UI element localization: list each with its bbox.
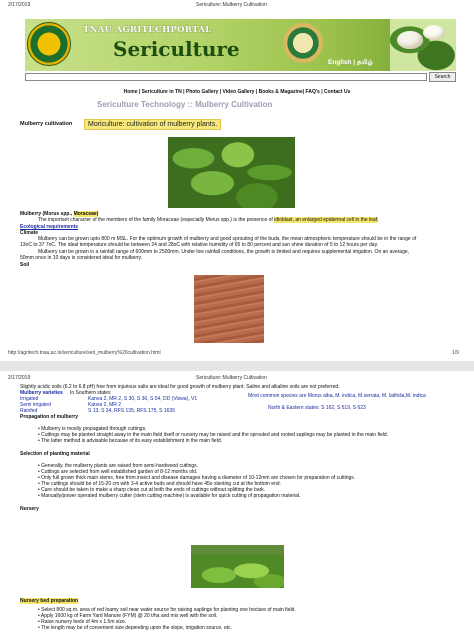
sel-item-5: • Care should be taken to make a sharp clean cut at both the ends of cuttings without splitting the bark. (38, 487, 265, 493)
bed-item-3: • Raise nursery beds of 4m x 1.5m size. (38, 619, 126, 625)
print-date-2: 2/17/2019 (8, 375, 31, 381)
bed-item-4: • The length may be of convenient size depending upon the slope, irrigation source, etc. (38, 625, 232, 631)
semi-irrigated-label: Semi irrigated (20, 402, 51, 408)
mulberry-desc-a: The important character of the members of the family Moraceae (especially Morus spp.) is the presence of (38, 217, 275, 223)
sel-item-2: • Cuttings are selected from well established garden of 8-12 months old. (38, 469, 197, 475)
rainfed-label: Rainfed (20, 408, 38, 414)
print-date: 2/17/2019 (8, 2, 31, 8)
propagation-label: Propagation of mulberry (20, 414, 79, 420)
search-input[interactable] (25, 73, 427, 81)
mulberry-plant-photo (168, 137, 295, 208)
print-header-2 (0, 373, 474, 382)
soil-photo (194, 275, 264, 343)
section-label: Mulberry cultivation (20, 121, 73, 127)
climate-text-1: Mulberry can be grown upto 800 m MSL. For the optimum growth of mulberry and good sprouting of the buds, the mean atmospheric temperature should be in the range of (38, 236, 417, 242)
climate-text-4: 50mm once in 10 days is considered ideal for mulberry. (20, 255, 143, 261)
semi-irrigated-value: Kanva 2, MR 2 (88, 402, 122, 408)
climate-text-3: Mulberry can be grown in a rainfall range of 600mm to 2500mm. Under low rainfall conditions, the growth is limited and requires supplemental irrigation. On an average, (38, 249, 410, 255)
sel-item-1: • Generally, the mulberry plants are raised from semi-hardwood cuttings. (38, 463, 198, 469)
print-title: Sericulture::Mulberry Cultivation (196, 2, 267, 8)
banner-title: Sericulture (113, 37, 240, 61)
footer-page: 1/9 (452, 350, 459, 356)
tn-emblem-icon (283, 23, 323, 63)
sel-item-4: • The cuttings should be of 15-20 cm with 3-4 active buds and should have 45o slanting cut at the bottom end. (38, 481, 281, 487)
bed-item-2: • Apply 1600 kg of Farm Yard Manure (FYM) @ 20 t/ha and mix well with the soil. (38, 613, 217, 619)
tnau-logo-icon[interactable] (27, 22, 71, 66)
irrigated-value: Kanva 2, MR 2, S 30, S 36, S 54, DD (Viswa), V1 (88, 396, 198, 402)
cocoon-image (397, 31, 423, 49)
sel-item-6: • Manually/power operated mulberry cutter (stem cutting machine) is available for quick cutting of propagation material. (38, 493, 300, 499)
print-header (0, 0, 474, 9)
language-switch[interactable]: English | தமிழ் (328, 59, 373, 66)
climate-text-2: 13oC to 37 7oC. The ideal temperature should be between 24 and 28oC with relative humidity of 65 to 80 percent and sun shine duration of 5 to 12 hours per day. (20, 242, 379, 248)
varieties-label: Mulberry varieties (20, 390, 63, 396)
nursery-bed-label: Nursery bed preparation (20, 598, 79, 604)
definition-quote: Moriculture: cultivation of mulberry plants. (84, 119, 221, 130)
mulberry-heading-a: Mulberry (Morus spp., (20, 211, 74, 217)
footer-url[interactable]: http://agritech.tnau.ac.in/sericulture/seri_mulberry%20cultivation.html (8, 350, 161, 356)
site-banner (25, 19, 456, 71)
soil-label: Soil (20, 262, 30, 268)
nursery-photo (191, 545, 284, 588)
sel-item-3: • Only full grown thick main stems, free from insect and disease damages having a diameter of 10-12mm are chosen for preparation of cuttings. (38, 475, 355, 481)
rainfed-value: S 13, S 34, RFS 135, RFS 175, S 1635 (88, 408, 175, 414)
search-button[interactable]: Search (429, 72, 456, 82)
print-title-2: Sericulture::Mulberry Cultivation (196, 375, 267, 381)
prop-item-1: • Mulberry is mostly propagated through cuttings. (38, 426, 146, 432)
varieties-note: In Southern states (70, 390, 111, 396)
selection-label: Selection of planting material (20, 451, 90, 457)
bed-item-1: • Select 800 sq.m. area of red loamy soil near water source for raising saplings for planting one hectare of main field. (38, 607, 296, 613)
soil-line: Slightly acidic soils (6.2 to 6.8 pH) free from injurious salts are ideal for good growth of mulberry plant. Saline and alkaline soils are not preferred. (20, 384, 340, 390)
eco-heading: Ecological requirements (20, 224, 79, 230)
mulberry-desc (38, 217, 378, 223)
prop-item-3: • The latter method is advisable because of its easy establishment in the main field. (38, 438, 222, 444)
common-species: Most common species are Morus alba, M. indica, M.serrata, M. latifolia,M. indica (248, 393, 426, 399)
mulberry-heading-b: Moraceae) (73, 211, 99, 217)
nursery-label: Nursery (20, 506, 39, 512)
banner-subtitle: TNAU AGRITECHPORTAL (83, 25, 212, 35)
north-eastern-varieties: North & Eastern states: S 162, S 519, S 623 (268, 405, 366, 411)
main-nav[interactable]: Home | Sericulture in TN | Photo Gallery | Video Gallery | Books & Magazine| FAQ's | Contact Us (123, 89, 351, 95)
irrigated-label: Irrigated (20, 396, 39, 402)
climate-label: Climate (20, 230, 39, 236)
page-title: Sericulture Technology :: Mulberry Cultivation (97, 100, 273, 109)
prop-item-2: • Cuttings may be planted straight away in the main field itself or nursery may be raised and the sprouted and rooted saplings may be planted in the main field. (38, 432, 388, 438)
mulberry-desc-b: idioblast, an enlarged epidermal cell in the leaf. (274, 217, 379, 223)
cocoon-image-2 (423, 25, 445, 40)
